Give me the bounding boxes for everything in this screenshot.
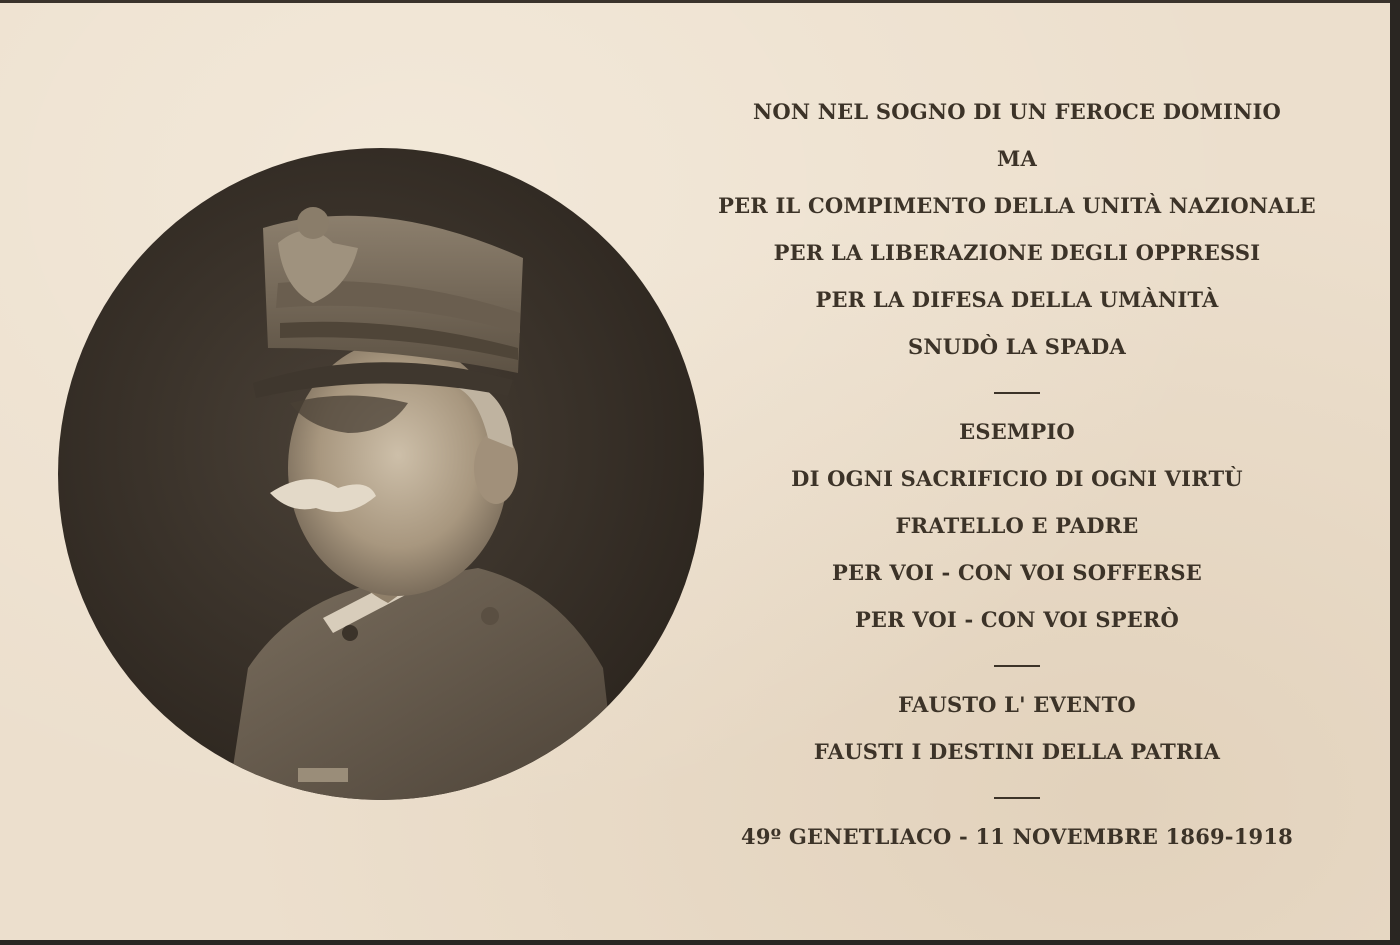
inscription-line: PER IL COMPIMENTO DELLA UNITÀ NAZIONALE (718, 193, 1316, 218)
uniform-shape (228, 568, 618, 800)
divider (690, 779, 1344, 817)
inscription (690, 92, 1344, 864)
inscription-line: SNUDÒ LA SPADA (908, 334, 1126, 359)
inscription-line: FAUSTO L' EVENTO (898, 692, 1136, 717)
inscription-line: ESEMPIO (959, 419, 1075, 444)
inscription-line: FAUSTI I DESTINI DELLA PATRIA (813, 739, 1221, 764)
inscription-line: NON NEL SOGNO DI UN FEROCE DOMINIO (752, 99, 1281, 124)
birthday-dateline: 49º GENETLIACO - 11 NOVEMBRE 1869-1918 (741, 824, 1293, 849)
inscription-line: PER LA DIFESA DELLA UMÀNITÀ (815, 287, 1219, 312)
inscription-line: PER VOI - CON VOI SOFFERSE (832, 560, 1202, 585)
portrait-illustration (58, 148, 704, 800)
inscription-line: DI OGNI SACRIFICIO DI OGNI VIRTÙ (791, 466, 1243, 491)
divider (690, 374, 1344, 412)
inscription-line: MA (997, 146, 1037, 171)
inscription-line: PER VOI - CON VOI SPERÒ (854, 607, 1180, 632)
scan-top-edge (0, 0, 1390, 3)
divider (690, 647, 1344, 685)
portrait-medallion (58, 148, 704, 800)
inscription-line: FRATELLO E PADRE (895, 513, 1139, 538)
inscription-line: PER LA LIBERAZIONE DEGLI OPPRESSI (773, 240, 1261, 265)
